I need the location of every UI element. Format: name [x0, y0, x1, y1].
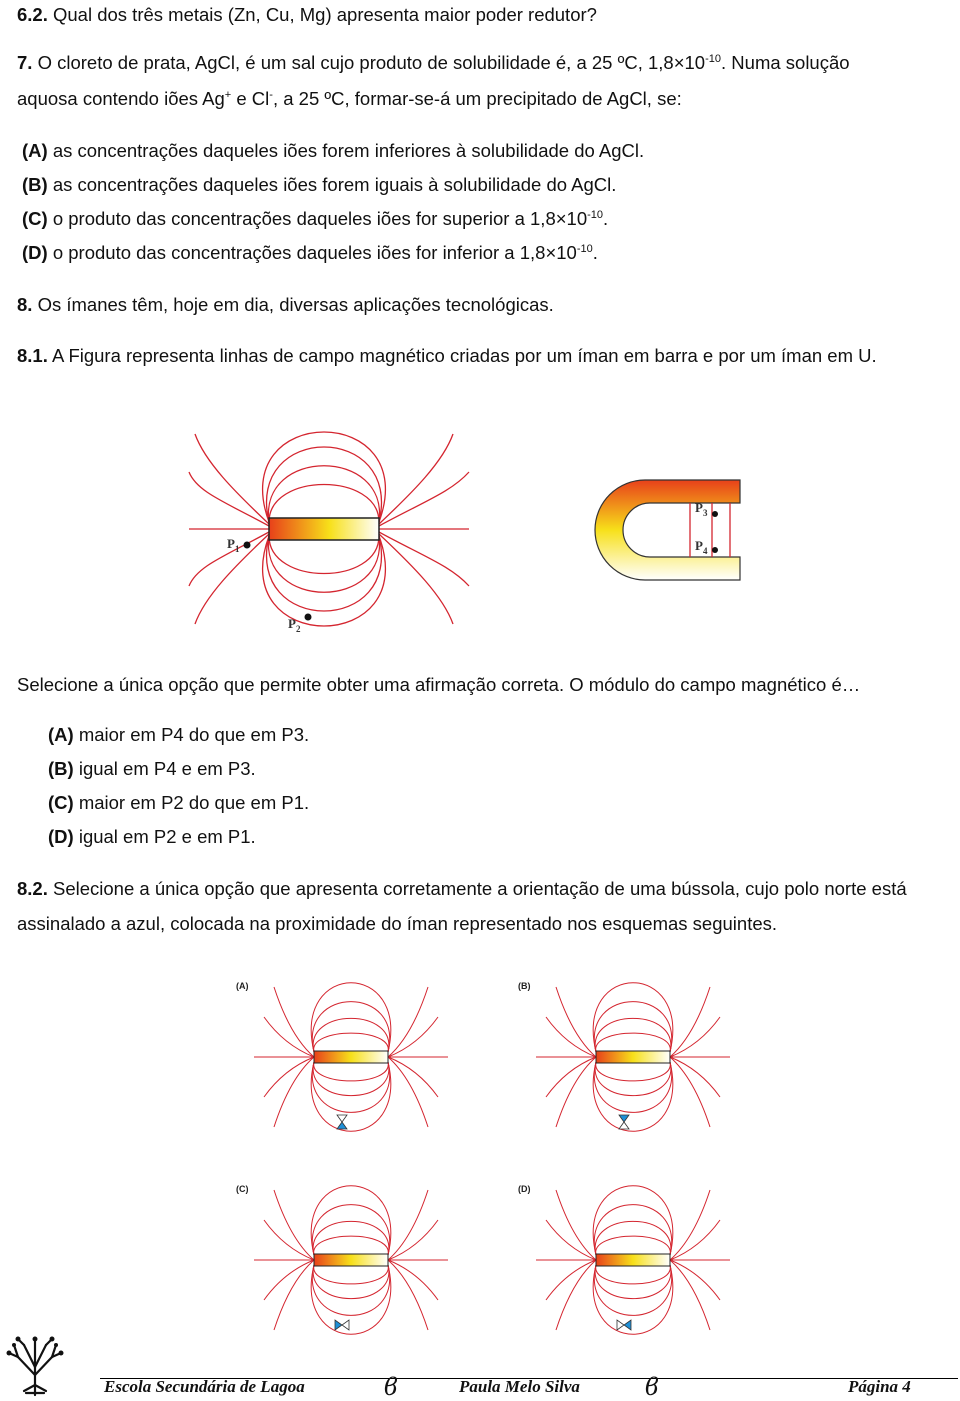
compass-needle — [337, 1115, 347, 1129]
point-p2-label: $P_2$ — [288, 616, 301, 634]
compass-needle — [335, 1320, 349, 1330]
compass-needle — [619, 1115, 629, 1129]
point-p4-label: $P_4$ — [695, 538, 708, 556]
question-text: Qual dos três metais (Zn, Cu, Mg) apresenta maior poder redutor? — [53, 4, 597, 25]
q81-option-b: (B) igual em P4 e em P3. — [48, 758, 256, 779]
compass-south — [337, 1115, 347, 1122]
point-p4 — [712, 547, 718, 553]
question-7-line-1: 7. O cloreto de prata, AgCl, é um sal cujo produto de solubilidade é, a 25 ºC, $1,8\times 10^{-10}$. Numa solução — [17, 52, 850, 73]
compass-diagram-b — [518, 981, 730, 1131]
q7-option-b: (B) as concentrações daqueles iões forem iguais à solubilidade do AgCl. — [22, 174, 617, 195]
q81-option-a: (A) maior em P4 do que em P3. — [48, 724, 310, 745]
question-number: 6.2. — [17, 4, 48, 25]
question-7-line-2: aquosa contendo iões Ag+ e Cl-, a 25 ºC, formar-se-á um precipitado de AgCl, se: — [17, 88, 682, 109]
compass-north — [335, 1320, 342, 1330]
q81-option-c: (C) maior em P2 do que em P1. — [48, 792, 310, 813]
question-6-2 — [17, 4, 597, 26]
question-number: 7. — [17, 52, 33, 73]
diagram-label: (D) — [518, 1184, 531, 1194]
diagram-label: (A) — [236, 981, 249, 991]
compass-diagram-d — [518, 1184, 730, 1334]
compass-diagram-a — [236, 981, 448, 1131]
q81-option-d: (D) igual em P2 e em P1. — [48, 826, 256, 847]
point-p3 — [712, 511, 718, 517]
diagram-label: (C) — [236, 1184, 249, 1194]
q7-option-a: (A) as concentrações daqueles iões forem inferiores à solubilidade do AgCl. — [22, 140, 645, 161]
bar-magnet — [596, 1051, 670, 1063]
u-magnet — [595, 480, 740, 580]
footer-author: Paula Melo Silva — [459, 1377, 580, 1396]
compass-needle — [617, 1320, 631, 1330]
compass-north — [624, 1320, 631, 1330]
question-8-1-prompt: Selecione a única opção que permite obter uma afirmação correta. O módulo do campo magnético é… — [17, 674, 861, 695]
footer-page: Página 4 — [848, 1377, 911, 1396]
q7-option-d: (D) o produto das concentrações daqueles iões for inferior a $1,8\times 10^{-10}$. — [22, 242, 598, 263]
compass-diagram-c — [236, 1184, 448, 1334]
bar-magnet — [596, 1254, 670, 1266]
compass-south — [619, 1122, 629, 1129]
compass-north — [337, 1122, 347, 1129]
u-magnet-field-figure — [590, 470, 770, 600]
bar-magnet-field-figure — [185, 432, 475, 642]
tree-logo-icon — [4, 1335, 66, 1397]
compass-south — [617, 1320, 624, 1330]
beta-symbol-icon: ϐ — [645, 1373, 659, 1401]
question-8-2-line-2: assinalado a azul, colocada na proximidade do íman representado nos esquemas seguintes. — [17, 913, 778, 934]
compass-north — [619, 1115, 629, 1122]
point-p3-label: $P_3$ — [695, 500, 708, 518]
compass-diagrams — [0, 960, 960, 1360]
question-8: 8. Os ímanes têm, hoje em dia, diversas aplicações tecnológicas. — [17, 294, 554, 315]
point-p2 — [305, 614, 312, 621]
bar-magnet — [314, 1254, 388, 1266]
bar-magnet — [269, 518, 379, 540]
diagram-label: (B) — [518, 981, 531, 991]
bar-magnet — [314, 1051, 388, 1063]
q7-option-c: (C) o produto das concentrações daqueles iões for superior a $1,8\times 10^{-10}$. — [22, 208, 609, 229]
compass-south — [342, 1320, 349, 1330]
point-p1 — [244, 542, 251, 549]
point-p1-label: $P_1$ — [227, 536, 240, 554]
question-8-1: 8.1. A Figura representa linhas de campo magnético criadas por um íman em barra e por um íman em U. — [17, 345, 877, 366]
footer-school: Escola Secundária de Lagoa — [104, 1377, 305, 1396]
question-8-2-line-1: 8.2. Selecione a única opção que apresenta corretamente a orientação de uma bússola, cujo polo norte está — [17, 878, 907, 899]
beta-symbol-icon: ϐ — [384, 1373, 398, 1401]
